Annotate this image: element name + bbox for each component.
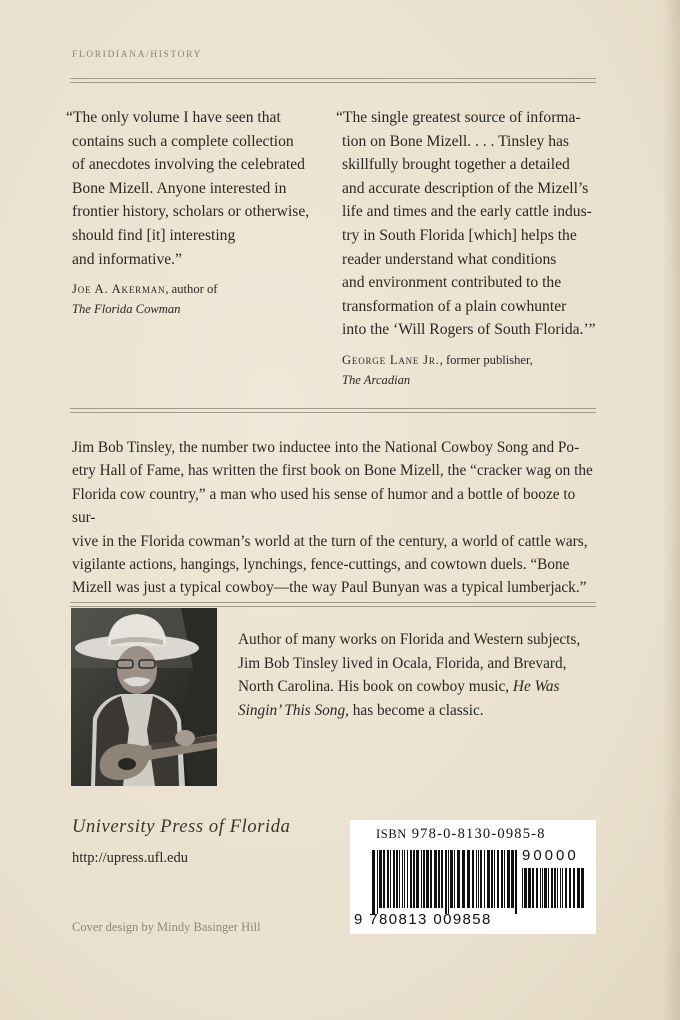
barcode-bar (434, 850, 437, 908)
barcode-bar (426, 850, 429, 908)
ean-digits: 9 780813 009858 (354, 911, 492, 928)
description-line: Mizell was just a typical cowboy—the way Paul Bunyan was a typical lumberjack.” (72, 579, 587, 597)
author-note-text: North Carolina. His book on cowboy music, (238, 678, 510, 696)
barcode-bar (438, 850, 440, 908)
divider-top (70, 78, 596, 83)
barcode-bar (507, 850, 510, 908)
barcode-bar (404, 850, 405, 908)
barcode-bar (454, 850, 455, 908)
barcode-bar (562, 868, 563, 908)
barcode-bar (573, 868, 575, 908)
description-line: Jim Bob Tinsley, the number two inductee into the National Cowboy Song and Po- (72, 439, 580, 456)
barcode-bar (423, 850, 425, 908)
barcode-bar (581, 868, 584, 908)
quote-line: and accurate description of the Mizell’s (342, 179, 589, 197)
barcode-bar (383, 850, 385, 908)
barcode-bar (478, 850, 479, 908)
barcode-bar (577, 868, 580, 908)
divider-lower (70, 602, 596, 607)
addon-barcode (522, 868, 586, 914)
barcode-bar (511, 850, 514, 908)
description-line: etry Hall of Fame, has written the first book on Bone Mizell, the “cracker wag on the (72, 462, 593, 480)
barcode-bar (413, 850, 415, 908)
barcode-bar (410, 850, 412, 908)
attribution-author: Joe A. Akerman (72, 282, 166, 297)
divider-middle (70, 408, 596, 413)
barcode-bar (542, 868, 543, 908)
description-line: Florida cow country,” a man who used his sense of humor and a bottle of booze to sur- (72, 485, 576, 527)
author-photo (71, 608, 217, 786)
barcode-bar (377, 850, 378, 914)
publisher-url[interactable]: http://upress.ufl.edu (72, 850, 188, 866)
barcode-bar (476, 850, 477, 908)
book-title: Singin’ This Song, (238, 701, 349, 719)
barcode-bar (544, 868, 547, 908)
author-note-line (238, 675, 608, 699)
barcode-bar (560, 868, 561, 908)
attribution-role: , former publisher, (439, 352, 533, 367)
quote-line: contains such a complete collection (72, 132, 294, 150)
barcode-bar (480, 850, 482, 908)
barcode-bar (416, 850, 419, 908)
barcode-bar (565, 868, 567, 908)
quote-line: into the ‘Will Rogers of South Florida.’” (342, 321, 596, 339)
barcode-bar (393, 850, 395, 908)
barcode-bar (441, 850, 443, 908)
barcode-bar (528, 868, 531, 908)
quote-line: frontier history, scholars or otherwise, (72, 203, 310, 221)
barcode-bar (532, 868, 534, 908)
attribution-work: The Arcadian (342, 372, 411, 387)
quote-attribution (336, 350, 606, 390)
author-note-line (238, 699, 608, 723)
author-note (238, 628, 608, 722)
quote-line: life and times and the early cattle indus- (342, 203, 592, 221)
barcode-bar (396, 850, 398, 908)
page-edge-shadow (662, 0, 680, 1020)
barcode-bar (548, 868, 549, 908)
quote-line: try in South Florida [which] helps the (342, 226, 577, 244)
isbn-number: 978-0-8130-0985-8 (411, 826, 546, 842)
quote-right (336, 106, 606, 390)
barcode-bar (430, 850, 432, 908)
attribution-work: The Florida Cowman (72, 302, 181, 317)
barcode-bar (421, 850, 422, 908)
barcode-bar (501, 850, 503, 908)
quote-line: “The only volume I have seen that (66, 109, 281, 126)
quote-line: should find [it] interesting (72, 226, 236, 244)
book-title: He Was (512, 678, 560, 696)
barcode-bar (457, 850, 460, 908)
barcode-bar (484, 850, 485, 908)
barcode-bar (540, 868, 541, 908)
barcode-bar (399, 850, 400, 908)
barcode-bar (491, 850, 493, 908)
barcode-bar (407, 850, 408, 908)
barcode-bar (504, 850, 505, 908)
author-note-line: Jim Bob Tinsley lived in Ocala, Florida, and Brevard, (238, 654, 567, 672)
barcode-bar (390, 850, 391, 908)
quote-line: and environment contributed to the (342, 274, 562, 292)
barcode-bar (497, 850, 499, 908)
barcode-bar (402, 850, 403, 908)
quote-line: and informative.” (72, 250, 182, 268)
attribution-role: , author of (165, 282, 218, 297)
publisher-name: University Press of Florida (72, 817, 291, 837)
barcode-bar (448, 850, 449, 914)
cover-credit: Cover design by Mindy Basinger Hill (72, 920, 261, 934)
barcode-bar (387, 850, 389, 908)
barcode-bar (522, 868, 523, 908)
isbn-label: ISBN (376, 827, 407, 841)
barcode-bar (557, 868, 558, 908)
barcode-bar (536, 868, 538, 908)
quote-line: transformation of a plain cowhunter (342, 297, 567, 315)
quote-line: reader understand what conditions (342, 250, 557, 268)
barcode-bar (494, 850, 495, 908)
barcode-bar (524, 868, 527, 908)
book-description (72, 436, 602, 600)
isbn-text (376, 826, 546, 843)
barcode-bar (379, 850, 382, 908)
quote-left (66, 106, 316, 319)
barcode-bar (569, 868, 571, 908)
price-code: 90000 (522, 847, 579, 864)
quote-line: of anecdotes involving the celebrated (72, 156, 305, 174)
barcode-bar (467, 850, 470, 908)
barcode-bar (472, 850, 474, 908)
quote-line: tion on Bone Mizell. . . . Tinsley has (342, 132, 569, 150)
quote-attribution (66, 279, 316, 319)
barcode-bar (445, 850, 447, 914)
quote-line: Bone Mizell. Anyone interested in (72, 179, 287, 197)
barcode-bar (372, 850, 375, 914)
barcode-bar (554, 868, 556, 908)
description-line: vigilante actions, hangings, lynchings, fence-cuttings, and cowtown duels. “Bone (72, 556, 570, 574)
barcode-panel (350, 820, 596, 934)
author-note-text: has become a classic. (352, 701, 484, 719)
barcode-bar (487, 850, 490, 908)
barcode-bar (450, 850, 453, 908)
quote-line: skillfully brought together a detailed (342, 156, 570, 174)
category-label: FLORIDIANA/HISTORY (72, 50, 202, 60)
barcode-bar (551, 868, 553, 908)
barcode-bar (515, 850, 517, 914)
attribution-author: George Lane Jr. (342, 352, 440, 367)
description-line: vive in the Florida cowman’s world at the turn of the century, a world of cattle wars, (72, 532, 588, 550)
quote-line: “The single greatest source of informa- (336, 109, 581, 126)
barcode-bar (462, 850, 465, 908)
author-note-line: Author of many works on Florida and Western subjects, (238, 631, 581, 648)
ean-barcode (372, 850, 520, 914)
